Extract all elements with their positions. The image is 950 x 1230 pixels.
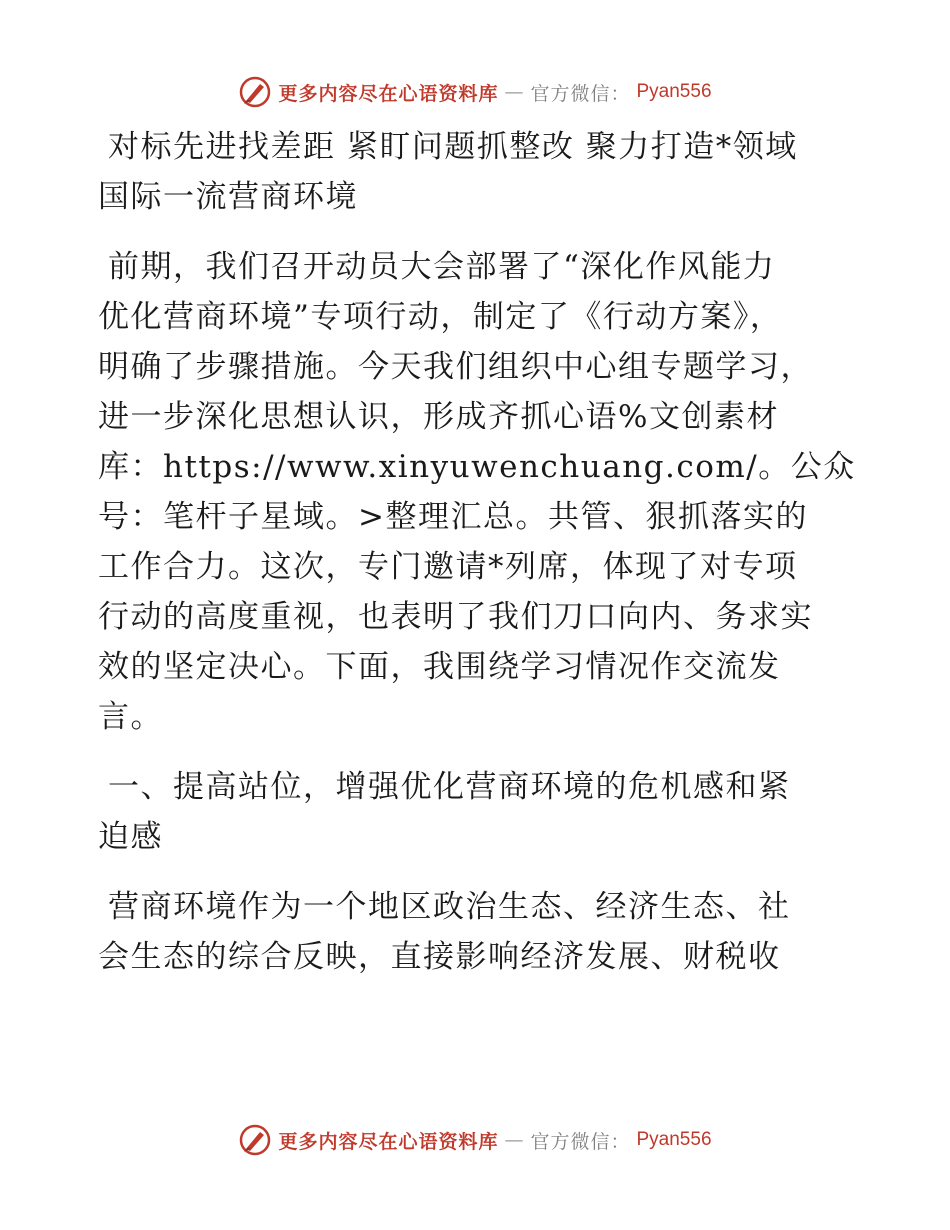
brand-text: 更多内容尽在心语资料库	[278, 1130, 499, 1153]
paragraph-line: 会生态的综合反映，直接影响经济发展、财税收	[98, 939, 781, 975]
heading-line: 一、提高站位，增强优化营商环境的危机感和紧	[108, 769, 791, 805]
paragraph-line: 进一步深化思想认识，形成齐抓心语%文创素材	[98, 399, 779, 435]
paragraph-intro	[98, 242, 858, 742]
paragraph-line: 前期，我们召开动员大会部署了“深化作风能力	[108, 249, 776, 285]
paragraph-line: 明确了步骤措施。今天我们组织中心组专题学习，	[98, 349, 813, 385]
paragraph-business-environment	[98, 882, 858, 982]
wechat-label: 官方微信：	[530, 1130, 631, 1153]
header-watermark-banner	[0, 72, 950, 112]
document-body	[98, 122, 858, 982]
footer-watermark-banner	[0, 1120, 950, 1160]
title-line: 国际一流营商环境	[98, 179, 358, 215]
section-heading-1	[98, 762, 858, 862]
title-line: 对标先进找差距 紧盯问题抓整改 聚力打造*领域	[108, 129, 798, 165]
brand-text: 更多内容尽在心语资料库	[278, 82, 499, 105]
wechat-id: Pyan556	[636, 1129, 712, 1150]
paragraph-line: 优化营商环境”专项行动，制定了《行动方案》，	[98, 299, 783, 335]
banner-separator: —	[504, 1129, 525, 1151]
paragraph-line: 号：笔杆子星域。>整理汇总。共管、狠抓落实的	[98, 499, 808, 535]
quill-pen-icon	[238, 75, 272, 109]
heading-line: 迫感	[98, 819, 163, 855]
paragraph-line: 行动的高度重视，也表明了我们刀口向内、务求实	[98, 599, 813, 635]
wechat-label: 官方微信：	[530, 82, 631, 105]
paragraph-line: 库：https://www.xinyuwenchuang.com/。公众	[98, 449, 856, 485]
paragraph-line: 营商环境作为一个地区政治生态、经济生态、社	[108, 889, 791, 925]
banner-separator: —	[504, 81, 525, 103]
quill-pen-icon	[238, 1123, 272, 1157]
paragraph-line: 效的坚定决心。下面，我围绕学习情况作交流发	[98, 649, 781, 685]
paragraph-line: 言。	[98, 699, 163, 735]
wechat-id: Pyan556	[636, 81, 712, 102]
document-title	[98, 122, 858, 222]
paragraph-line: 工作合力。这次，专门邀请*列席，体现了对专项	[98, 549, 798, 585]
